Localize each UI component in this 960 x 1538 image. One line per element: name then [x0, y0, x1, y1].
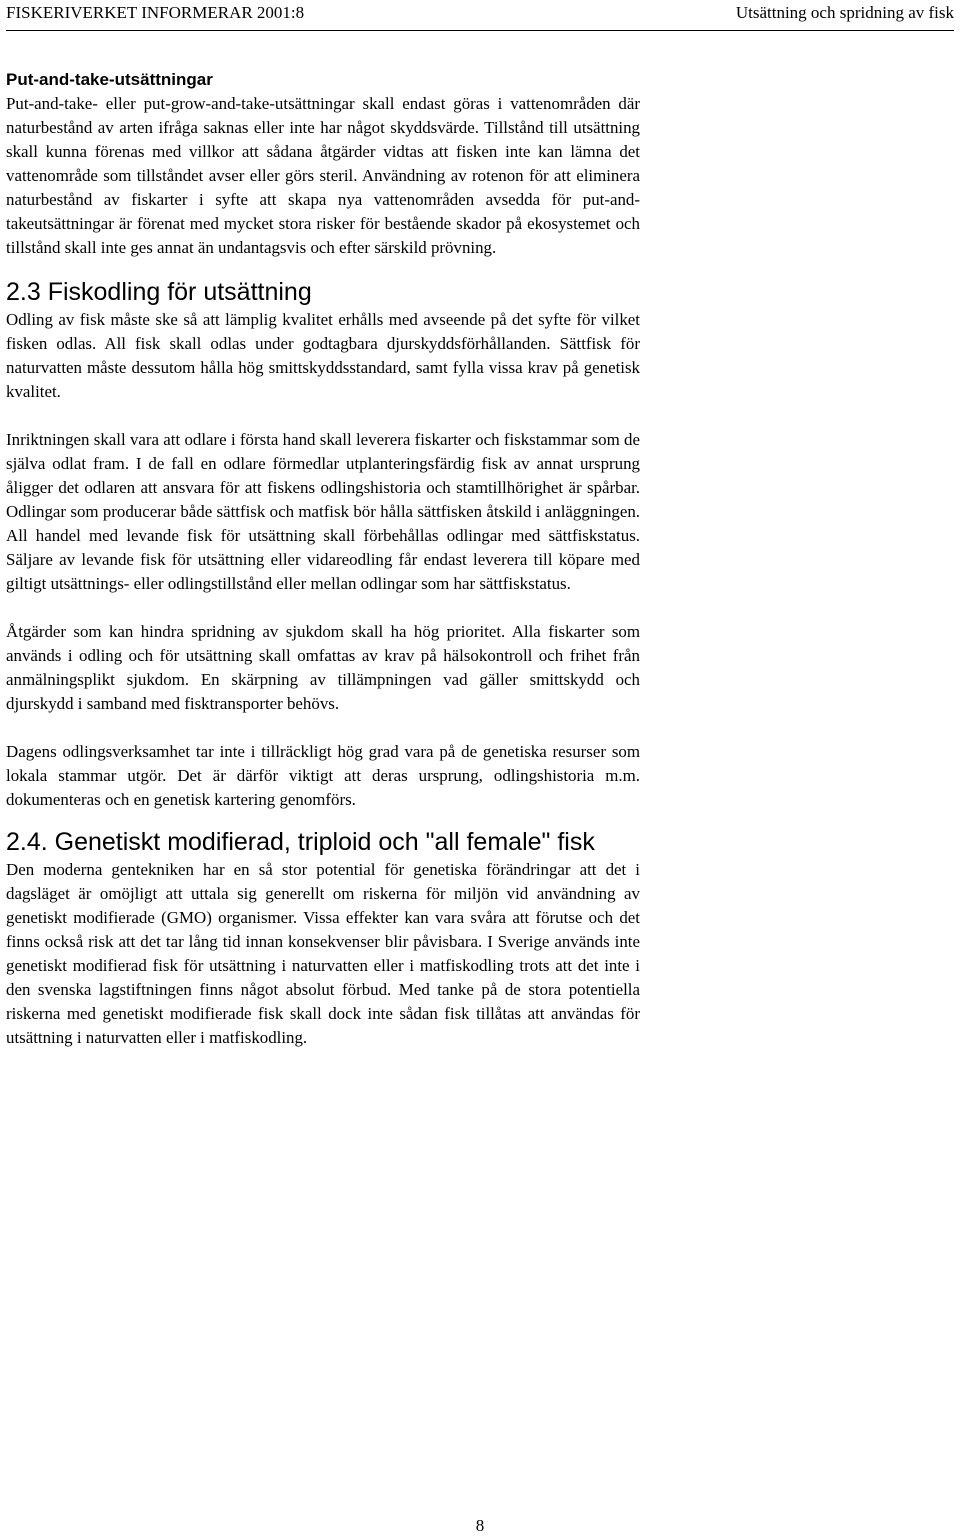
section-heading-2-4: 2.4. Genetiskt modifierad, triploid och "all female" fisk: [6, 828, 595, 856]
header-publication: FISKERIVERKET INFORMERAR 2001:8: [6, 3, 305, 22]
paragraph-fiskodling-1: Odling av fisk måste ske så att lämplig kvalitet erhålls med avseende på det syfte för vilket fisken odlas. All fisk skall odlas under godtagbara djurskyddsförhållanden. Sättfisk för naturvatten måste dessutom hålla hög smittskyddsstandard, samt fylla vissa krav på genetisk kvalitet.: [6, 310, 640, 401]
paragraph-fiskodling-3: Åtgärder som kan hindra spridning av sjukdom skall ha hög prioritet. Alla fiskarter som används i odling och för utsättning skall omfattas av krav på hälsokontroll och frihet från anmälningsplikt sjukdom. En skärpning av tillämpningen vad gäller smittskydd och djurskydd i samband med fisktransporter behövs.: [6, 622, 640, 713]
section-heading-2-3: 2.3 Fiskodling för utsättning: [6, 278, 312, 306]
header-title: Utsättning och spridning av fisk: [735, 3, 954, 22]
paragraph-fiskodling-4: Dagens odlingsverksamhet tar inte i tillräckligt hög grad vara på de genetiska resurser som lokala stammar utgör. Det är därför viktigt att deras ursprung, odlingshistoria m.m. dokumenteras och en genetisk kartering genomförs.: [6, 742, 640, 809]
body-content: [6, 68, 640, 1050]
paragraph-put-and-take: Put-and-take- eller put-grow-and-take-utsättningar skall endast göras i vattenområden där naturbestånd av arten ifråga saknas eller inte har något skyddsvärde. Tillstånd till utsättning skall kunna förenas med villkor att sådana åtgärder vidtas att fisken inte kan lämna det vattenområde som tillståndet avser eller görs steril. Användning av rotenon för att eliminera naturbestånd av fiskarter i syfte att skapa nya vattenområden avsedda för put-and-takeutsättningar är förenat med mycket stora risker för bestående skador på ekosystemet och tillstånd skall inte ges annat än undantagsvis och efter särskild prövning.: [6, 94, 640, 257]
page-number: 8: [475, 1516, 485, 1535]
paragraph-fiskodling-2: Inriktningen skall vara att odlare i första hand skall leverera fiskarter och fiskstammar som de själva odlat fram. I de fall en odlare förmedlar utplanteringsfärdig fisk av annat ursprung åligger det odlaren att ansvara för att fiskens odlingshistoria och stamtillhörighet är spårbar. Odlingar som producerar både sättfisk och matfisk bör hålla sättfisken åtskild i anläggningen. All handel med levande fisk för utsättning skall förbehållas odlingar med sättfiskstatus. Säljare av levande fisk för utsättning eller vidareodling får endast leverera till köpare med giltigt utsättnings- eller odlingstillstånd eller mellan odlingar som har sättfiskstatus.: [6, 430, 640, 593]
paragraph-gmo: Den moderna gentekniken har en så stor potential för genetiska förändringar att det i dagsläget är omöjligt att uttala sig generellt om riskerna för miljön vid användning av genetiskt modifierade (GMO) organismer. Vissa effekter kan vara svåra att förutse och det finns också risk att det tar lång tid innan konsekvenser blir påvisbara. I Sverige används inte genetiskt modifierad fisk för utsättning i naturvatten eller i matfiskodling trots att det inte i den svenska lagstiftningen finns något absolut förbud. Med tanke på de stora potentiella riskerna med genetiskt modifierade fisk skall dock inte sådan fisk tillåtas att användas för utsättning i naturvatten eller i matfiskodling.: [6, 860, 640, 1047]
running-header: [6, 0, 954, 31]
section-heading-put-and-take: Put-and-take-utsättningar: [6, 70, 213, 89]
